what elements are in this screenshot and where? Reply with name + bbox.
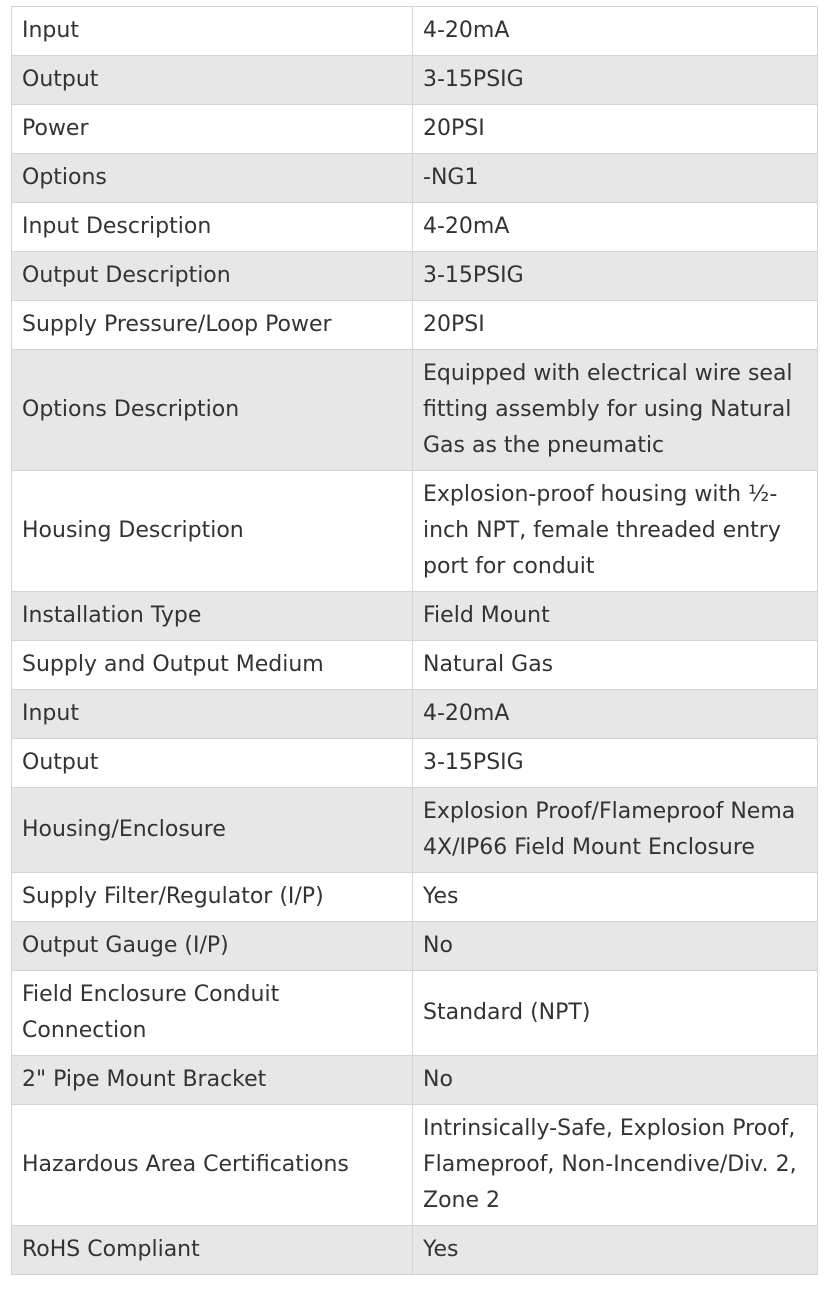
spec-label: Options: [12, 154, 413, 203]
spec-row-output: [12, 56, 818, 105]
spec-row-supply-filter: [12, 873, 818, 922]
spec-label: Input: [12, 690, 413, 739]
spec-label: Power: [12, 105, 413, 154]
spec-value: 4-20mA: [413, 7, 818, 56]
spec-row-output-description: [12, 252, 818, 301]
spec-row-options: [12, 154, 818, 203]
spec-row-housing-enclosure: [12, 788, 818, 873]
spec-value: 4-20mA: [413, 203, 818, 252]
spec-row-input: [12, 7, 818, 56]
spec-row-pipe-mount-bracket: [12, 1056, 818, 1105]
spec-table-body: [12, 7, 818, 1275]
spec-label: Output Gauge (I/P): [12, 922, 413, 971]
spec-row-supply-medium: [12, 641, 818, 690]
spec-label: Supply and Output Medium: [12, 641, 413, 690]
spec-row-rohs: [12, 1226, 818, 1275]
spec-label: Output: [12, 56, 413, 105]
spec-value: Field Mount: [413, 592, 818, 641]
spec-label: Hazardous Area Certifications: [12, 1105, 413, 1226]
spec-row-conduit-connection: [12, 971, 818, 1056]
spec-value: 20PSI: [413, 105, 818, 154]
spec-value: No: [413, 922, 818, 971]
spec-value: Yes: [413, 873, 818, 922]
spec-value: Explosion Proof/Flameproof Nema 4X/IP66 Field Mount Enclosure: [413, 788, 818, 873]
spec-value: 4-20mA: [413, 690, 818, 739]
spec-row-installation-type: [12, 592, 818, 641]
spec-value: Natural Gas: [413, 641, 818, 690]
spec-value: 20PSI: [413, 301, 818, 350]
spec-value: Intrinsically-Safe, Explosion Proof, Flameproof, Non-Incendive/Div. 2, Zone 2: [413, 1105, 818, 1226]
spec-value: 3-15PSIG: [413, 739, 818, 788]
spec-label: Supply Pressure/Loop Power: [12, 301, 413, 350]
spec-label: Supply Filter/Regulator (I/P): [12, 873, 413, 922]
spec-table: [11, 6, 818, 1275]
spec-value: -NG1: [413, 154, 818, 203]
spec-label: Output Description: [12, 252, 413, 301]
spec-label: 2" Pipe Mount Bracket: [12, 1056, 413, 1105]
spec-label: Input: [12, 7, 413, 56]
spec-row-input-2: [12, 690, 818, 739]
spec-label: Output: [12, 739, 413, 788]
spec-value: Standard (NPT): [413, 971, 818, 1056]
spec-row-output-gauge: [12, 922, 818, 971]
spec-row-output-2: [12, 739, 818, 788]
spec-value: Equipped with electrical wire seal fitting assembly for using Natural Gas as the pneumatic: [413, 350, 818, 471]
spec-row-input-description: [12, 203, 818, 252]
spec-label: RoHS Compliant: [12, 1226, 413, 1275]
spec-value: No: [413, 1056, 818, 1105]
spec-value: 3-15PSIG: [413, 252, 818, 301]
spec-label: Options Description: [12, 350, 413, 471]
spec-value: Yes: [413, 1226, 818, 1275]
spec-label: Housing/Enclosure: [12, 788, 413, 873]
spec-row-options-description: [12, 350, 818, 471]
spec-row-power: [12, 105, 818, 154]
spec-row-hazardous-area: [12, 1105, 818, 1226]
spec-label: Housing Description: [12, 471, 413, 592]
spec-label: Installation Type: [12, 592, 413, 641]
spec-value: 3-15PSIG: [413, 56, 818, 105]
spec-row-supply-pressure: [12, 301, 818, 350]
spec-label: Field Enclosure Conduit Connection: [12, 971, 413, 1056]
spec-row-housing-description: [12, 471, 818, 592]
spec-value: Explosion-proof housing with ½-inch NPT, female threaded entry port for conduit: [413, 471, 818, 592]
spec-label: Input Description: [12, 203, 413, 252]
